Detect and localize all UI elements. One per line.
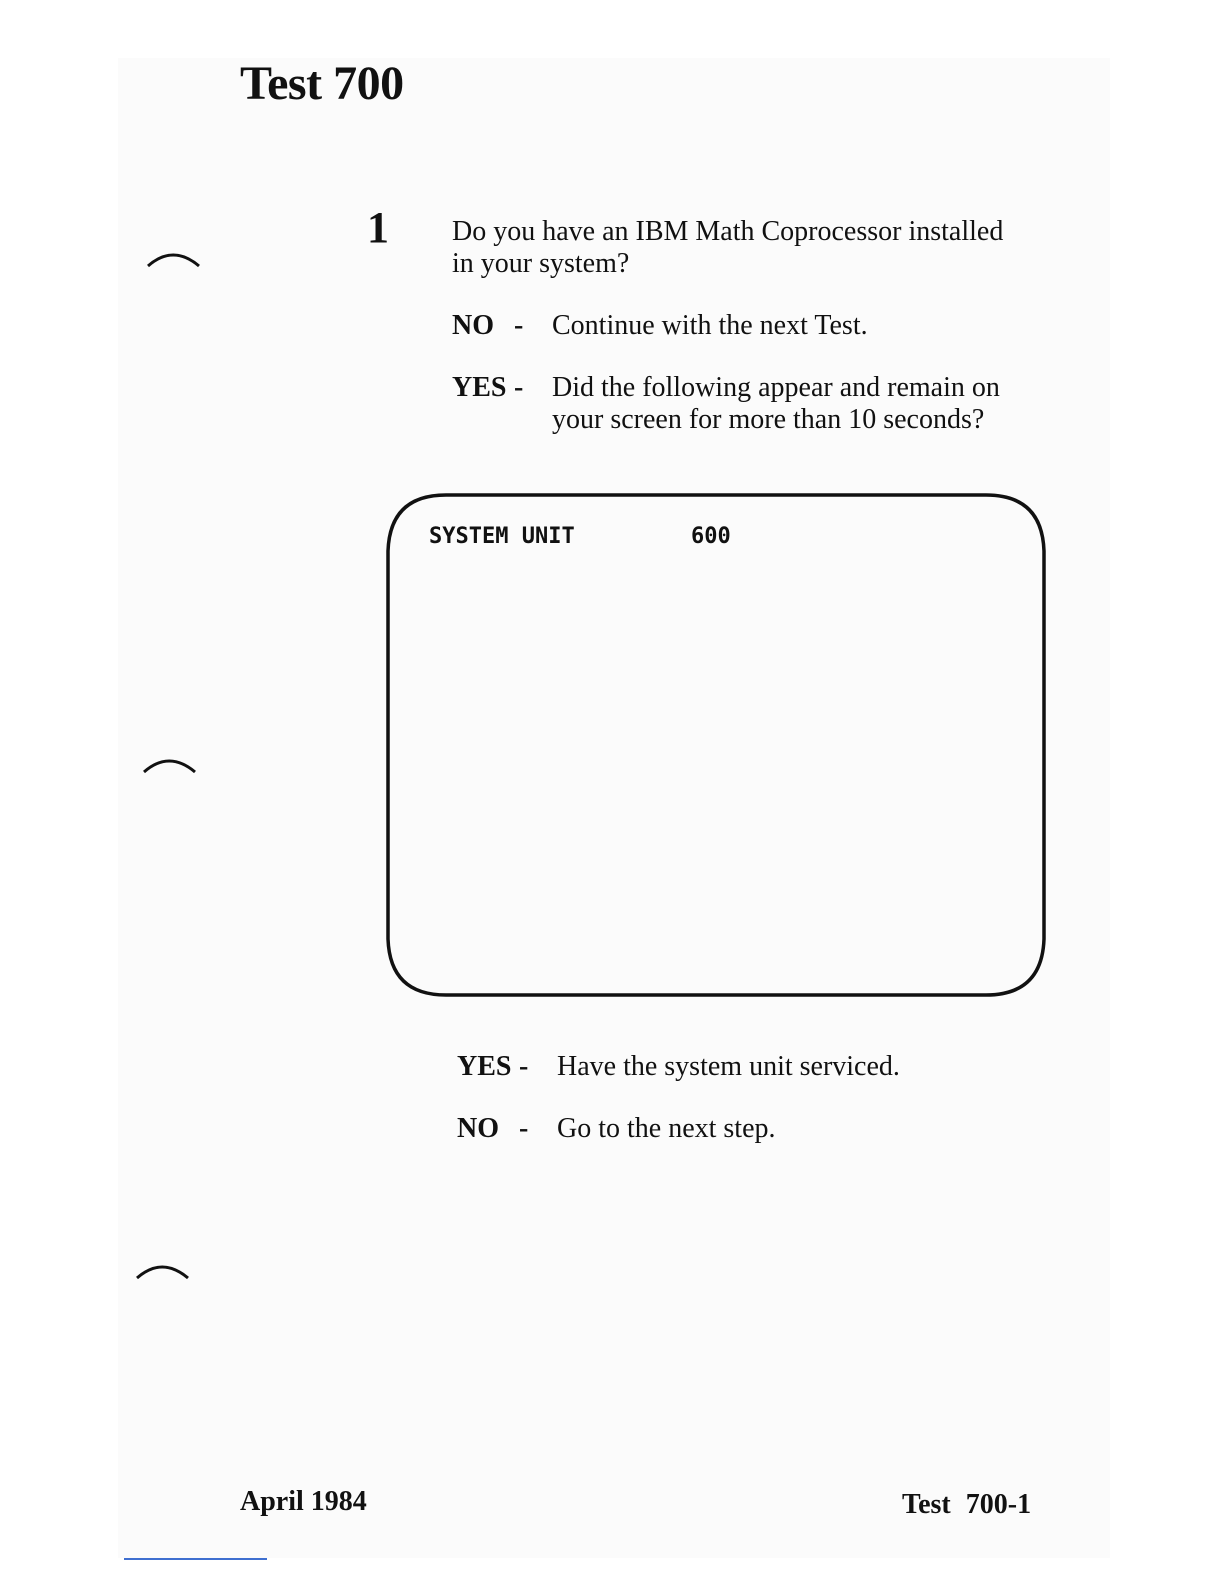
screen-illustration xyxy=(386,493,1046,997)
answer-text: Did the following appear and remain on your screen for more than 10 seconds? xyxy=(552,372,1000,435)
answer-text: Go to the next step. xyxy=(557,1113,776,1144)
answer-dash: - xyxy=(519,1051,529,1082)
answer-no xyxy=(452,310,1052,350)
footer-page-ref: Test 700-1 xyxy=(902,1489,1032,1520)
answer-key: NO xyxy=(457,1113,499,1144)
answer-dash: - xyxy=(514,310,524,341)
answer-text: Continue with the next Test. xyxy=(552,310,868,341)
screen-outline xyxy=(386,493,1046,997)
footer-date: April 1984 xyxy=(240,1486,367,1517)
step-number: 1 xyxy=(367,203,389,252)
answer-text: Have the system unit serviced. xyxy=(557,1051,900,1082)
page-title: Test 700 xyxy=(240,57,404,110)
screen-label: SYSTEM UNIT xyxy=(429,524,575,549)
punch-mark-icon xyxy=(134,1258,194,1282)
scan-artifact-line xyxy=(124,1558,267,1560)
punch-mark-icon xyxy=(141,752,201,776)
answer-key: YES xyxy=(452,372,507,403)
followup-yes xyxy=(457,1051,1057,1091)
answer-key: YES xyxy=(457,1051,512,1082)
screen-code: 600 xyxy=(691,524,731,549)
answer-key: NO xyxy=(452,310,494,341)
answer-dash: - xyxy=(514,372,524,403)
answer-dash: - xyxy=(519,1113,529,1144)
followup-no xyxy=(457,1113,1057,1153)
step-question: Do you have an IBM Math Coprocessor installed in your system? xyxy=(452,216,1004,279)
answer-yes xyxy=(452,372,1052,442)
punch-mark-icon xyxy=(145,246,205,270)
